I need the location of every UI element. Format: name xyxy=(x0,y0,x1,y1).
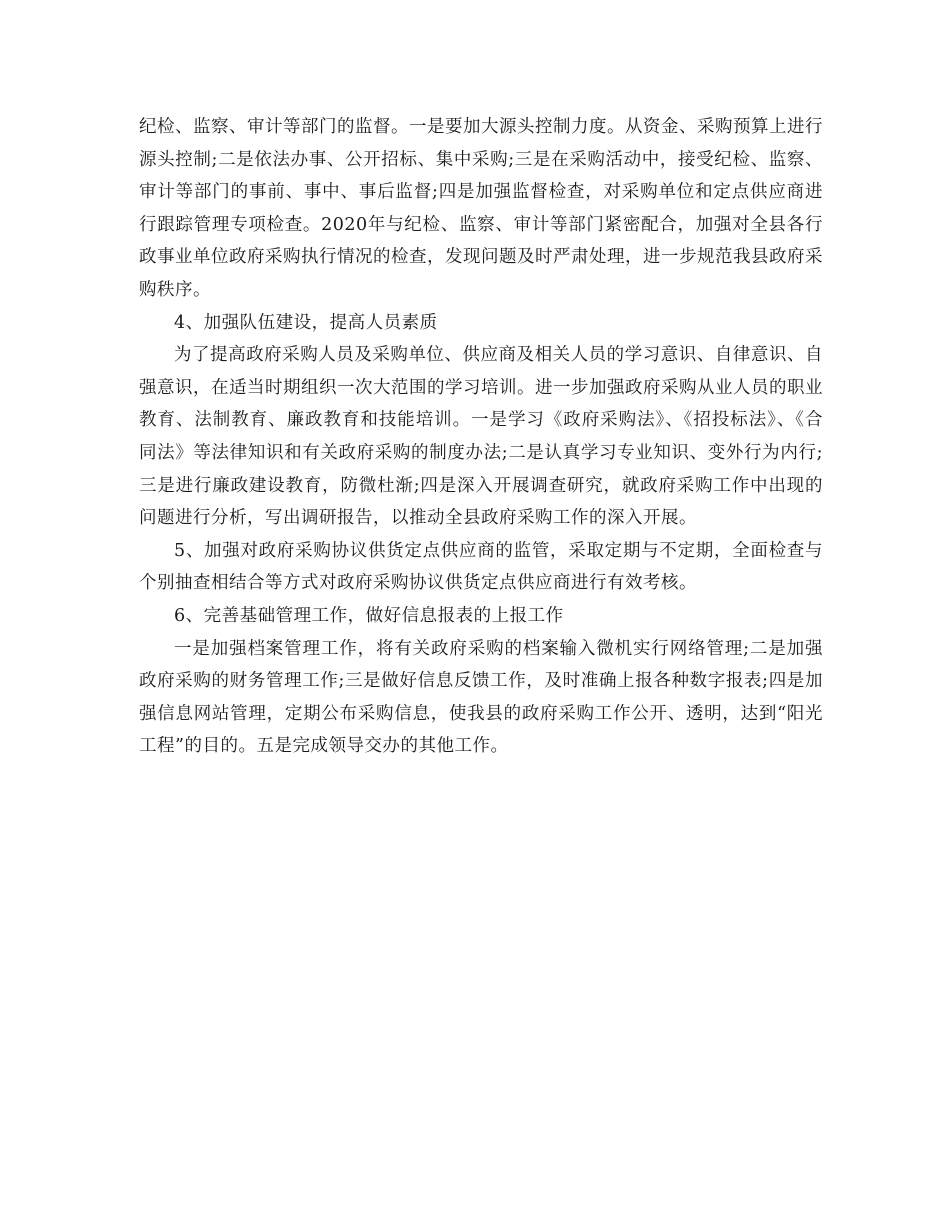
paragraph-training: 为了提高政府采购人员及采购单位、供应商及相关人员的学习意识、自律意识、自强意识，在适当时期组织一次大范围的学习培训。进一步加强政府采购从业人员的职业教育、法制教育、廉政教育和技能培训。一是学习《政府采购法》、《招投标法》、《合同法》等法律知识和有关政府采购的制度办法;二是认真学习专业知识、变外行为内行;三是进行廉政建设教育，防微杜渐;四是深入开展调查研究，就政府采购工作中出现的问题进行分析，写出调研报告，以推动全县政府采购工作的深入开展。 xyxy=(139,345,823,529)
paragraph-supervision-continued: 纪检、监察、审计等部门的监督。一是要加大源头控制力度。从资金、采购预算上进行源头控制;二是依法办事、公开招标、集中采购;三是在采购活动中，接受纪检、监察、审计等部门的事前、事中、事后监督;四是加强监督检查，对采购单位和定点供应商进行跟踪管理专项检查。2020年与纪检、监察、审计等部门紧密配合，加强对全县各行政事业单位政府采购执行情况的检查，发现问题及时严肃处理，进一步规范我县政府采购秩序。 xyxy=(139,117,823,300)
paragraph-archive-management: 一是加强档案管理工作，将有关政府采购的档案输入微机实行网络管理;二是加强政府采购的财务管理工作;三是做好信息反馈工作，及时准确上报各种数字报表;四是加强信息网站管理，定期公布采购信息，使我县的政府采购工作公开、透明，达到“阳光工程”的目的。五是完成领导交办的其他工作。 xyxy=(139,638,823,757)
document-body xyxy=(139,111,823,763)
paragraph-supplier-supervision: 5、加强对政府采购协议供货定点供应商的监管，采取定期与不定期，全面检查与个别抽查相结合等方式对政府采购协议供货定点供应商进行有效考核。 xyxy=(139,540,823,594)
section-heading-basic-management: 6、完善基础管理工作，做好信息报表的上报工作 xyxy=(174,605,564,626)
section-heading-team-building: 4、加强队伍建设，提高人员素质 xyxy=(174,312,438,333)
